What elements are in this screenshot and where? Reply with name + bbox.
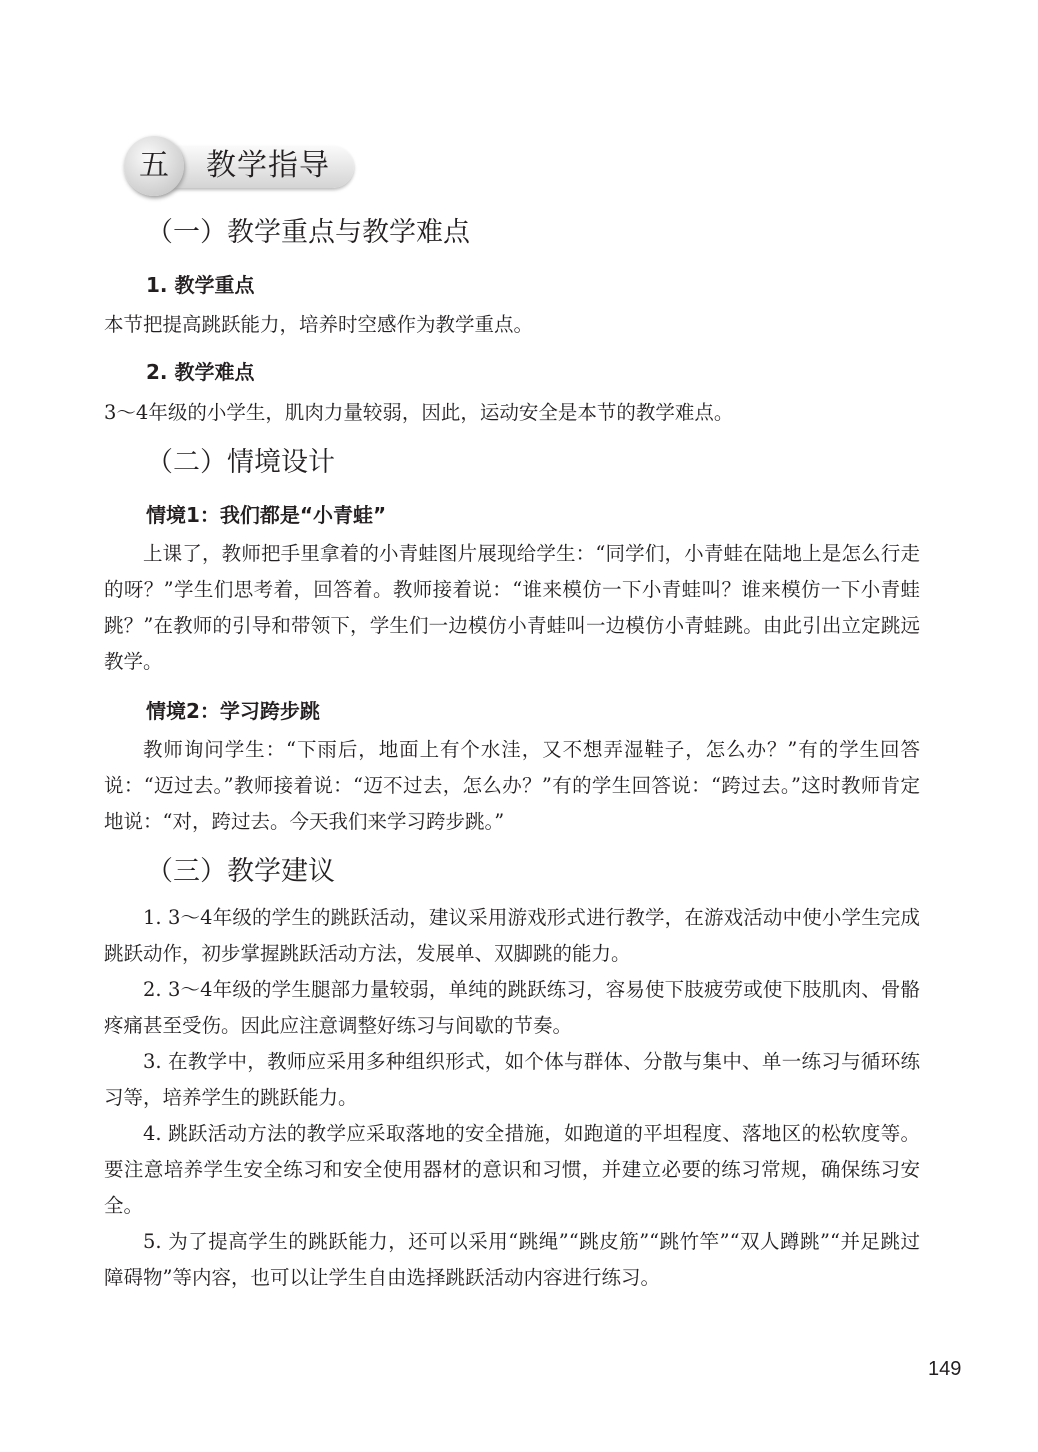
list-item: 2. 3～4年级的学生腿部力量较弱，单纯的跳跃练习，容易使下肢疲劳或使下肢肌肉、骨骼疼痛甚至受伤。因此应注意调整好练习与间歇的节奏。 [104, 978, 920, 1037]
list-item: 5. 为了提高学生的跳跃能力，还可以采用“跳绳”“跳皮筋”“跳竹竿”“双人蹲跳”“并足跳过障碍物”等内容，也可以让学生自由选择跳跃活动内容进行练习。 [104, 1230, 920, 1289]
subheading: 情境1：我们都是“小青蛙” [146, 503, 387, 527]
section-heading: （一）教学重点与教学难点 [146, 217, 470, 248]
list-item: 1. 3～4年级的学生的跳跃活动，建议采用游戏形式进行教学，在游戏活动中使小学生完成跳跃动作，初步掌握跳跃活动方法，发展单、双脚跳的能力。 [104, 906, 920, 965]
paragraph: 教师询问学生：“下雨后，地面上有个水洼，又不想弄湿鞋子，怎么办？”有的学生回答说：“迈过去。”教师接着说：“迈不过去，怎么办？”有的学生回答说：“跨过去。”这时教师肯定地说：“对，跨过去。今天我们来学习跨步跳。” [104, 738, 920, 833]
paragraph: 上课了，教师把手里拿着的小青蛙图片展现给学生：“同学们，小青蛙在陆地上是怎么行走的呀？”学生们思考着，回答着。教师接着说：“谁来模仿一下小青蛙叫？谁来模仿一下小青蛙跳？”在教师的引导和带领下，学生们一边模仿小青蛙叫一边模仿小青蛙跳。由此引出立定跳远教学。 [104, 542, 920, 673]
section-heading: （二）情境设计 [146, 447, 335, 478]
chapter-title: 教学指导 [206, 148, 330, 183]
page-number: 149 [928, 1358, 962, 1380]
subheading: 2. 教学难点 [146, 360, 255, 384]
list-item: 3. 在教学中，教师应采用多种组织形式，如个体与群体、分散与集中、单一练习与循环练习等，培养学生的跳跃能力。 [104, 1050, 920, 1109]
chapter-badge [124, 136, 356, 196]
list-item: 4. 跳跃活动方法的教学应采取落地的安全措施，如跑道的平坦程度、落地区的松软度等。要注意培养学生安全练习和安全使用器材的意识和习惯，并建立必要的练习常规，确保练习安全。 [104, 1122, 920, 1217]
paragraph: 3～4年级的小学生，肌肉力量较弱，因此，运动安全是本节的教学难点。 [104, 401, 734, 424]
subheading: 1. 教学重点 [146, 273, 255, 297]
chapter-number: 五 [124, 136, 184, 196]
paragraph: 本节把提高跳跃能力，培养时空感作为教学重点。 [104, 313, 534, 336]
section-heading: （三）教学建议 [146, 856, 335, 887]
subheading: 情境2：学习跨步跳 [146, 699, 320, 723]
